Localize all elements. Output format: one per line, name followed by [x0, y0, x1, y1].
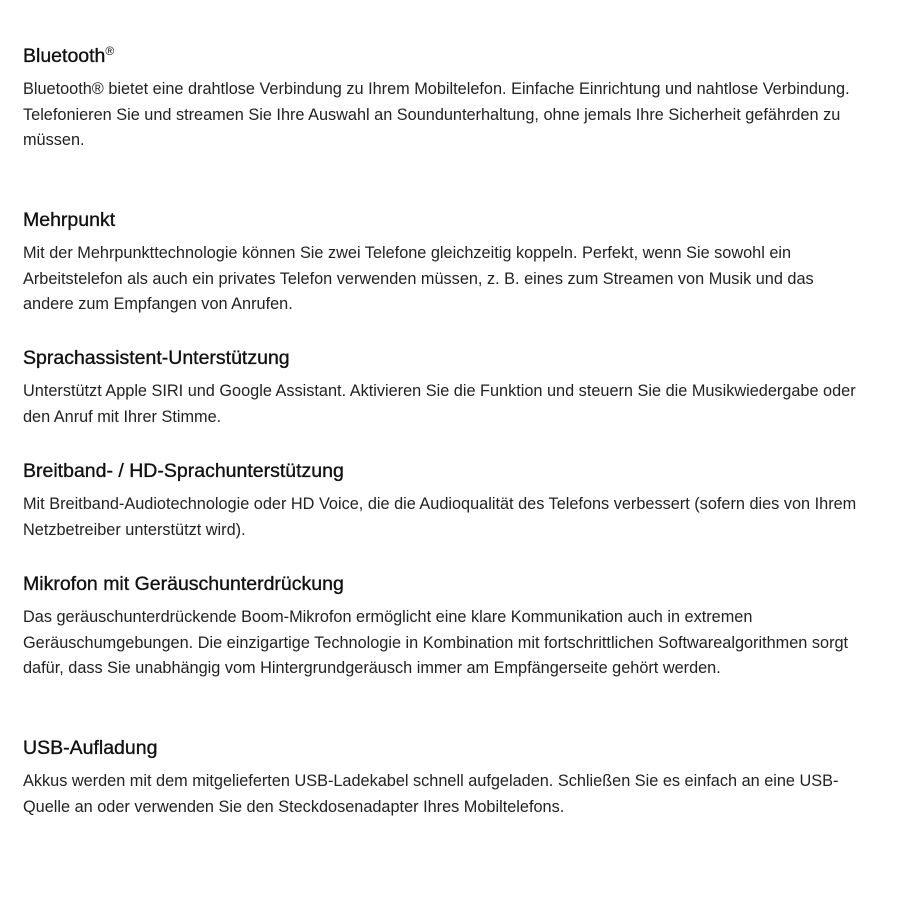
section-heading-multipoint: Mehrpunkt	[23, 209, 116, 231]
section-heading-bluetooth	[23, 43, 868, 69]
section-text-wideband-hd-voice: Mit Breitband-Audiotechnologie oder HD Voice, die die Audioqualität des Telefons verbessert (sofern dies von Ihrem Netzbetreiber unterstützt wird).	[23, 495, 857, 539]
section-text-multipoint: Mit der Mehrpunkttechnologie können Sie zwei Telefone gleichzeitig koppeln. Perfekt, wenn Sie sowohl ein Arbeitstelefon als auch ein privates Telefon verwenden müssen, z. B. eines zum Streamen von Musik und das andere zum Empfangen von Anrufen.	[23, 244, 814, 313]
registered-mark: ®	[105, 44, 115, 58]
section-noise-cancelling-mic	[23, 571, 868, 682]
section-heading-usb-charging: USB-Aufladung	[23, 737, 158, 759]
section-multipoint	[23, 207, 868, 318]
section-heading-wideband-hd-voice: Breitband- / HD-Sprachunterstützung	[23, 460, 344, 482]
section-bluetooth	[23, 43, 868, 154]
section-text-bluetooth: Bluetooth® bietet eine drahtlose Verbindung zu Ihrem Mobiltelefon. Einfache Einrichtung und nahtlose Verbindung. Telefonieren Sie und streamen Sie Ihre Auswahl an Soundunterhaltung, ohne jemals Ihre Sicherheit gefährden zu müssen.	[23, 80, 850, 149]
section-heading-noise-cancelling-mic: Mikrofon mit Geräuschunterdrückung	[23, 573, 344, 595]
heading-text: Bluetooth	[23, 45, 106, 67]
section-voice-assistant	[23, 345, 868, 430]
section-text-voice-assistant: Unterstützt Apple SIRI und Google Assistant. Aktivieren Sie die Funktion und steuern Sie die Musikwiedergabe oder den Anruf mit Ihrer Stimme.	[23, 382, 856, 426]
section-text-noise-cancelling-mic: Das geräuschunterdrückende Boom-Mikrofon ermöglicht eine klare Kommunikation auch in extremen Geräuschumgebungen. Die einzigartige Technologie in Kombination mit fortschrittlichen Softwarealgorithmen sorgt dafür, dass Sie unabhängig vom Hintergrundgeräusch immer am Empfängerseite gehört werden.	[23, 608, 849, 677]
section-usb-charging	[23, 735, 868, 820]
section-wideband-hd-voice	[23, 458, 868, 543]
section-text-usb-charging: Akkus werden mit dem mitgelieferten USB-Ladekabel schnell aufgeladen. Schließen Sie es einfach an eine USB-Quelle an oder verwenden Sie den Steckdosenadapter Ihres Mobiltelefons.	[23, 772, 839, 816]
section-heading-voice-assistant: Sprachassistent-Unterstützung	[23, 347, 290, 369]
